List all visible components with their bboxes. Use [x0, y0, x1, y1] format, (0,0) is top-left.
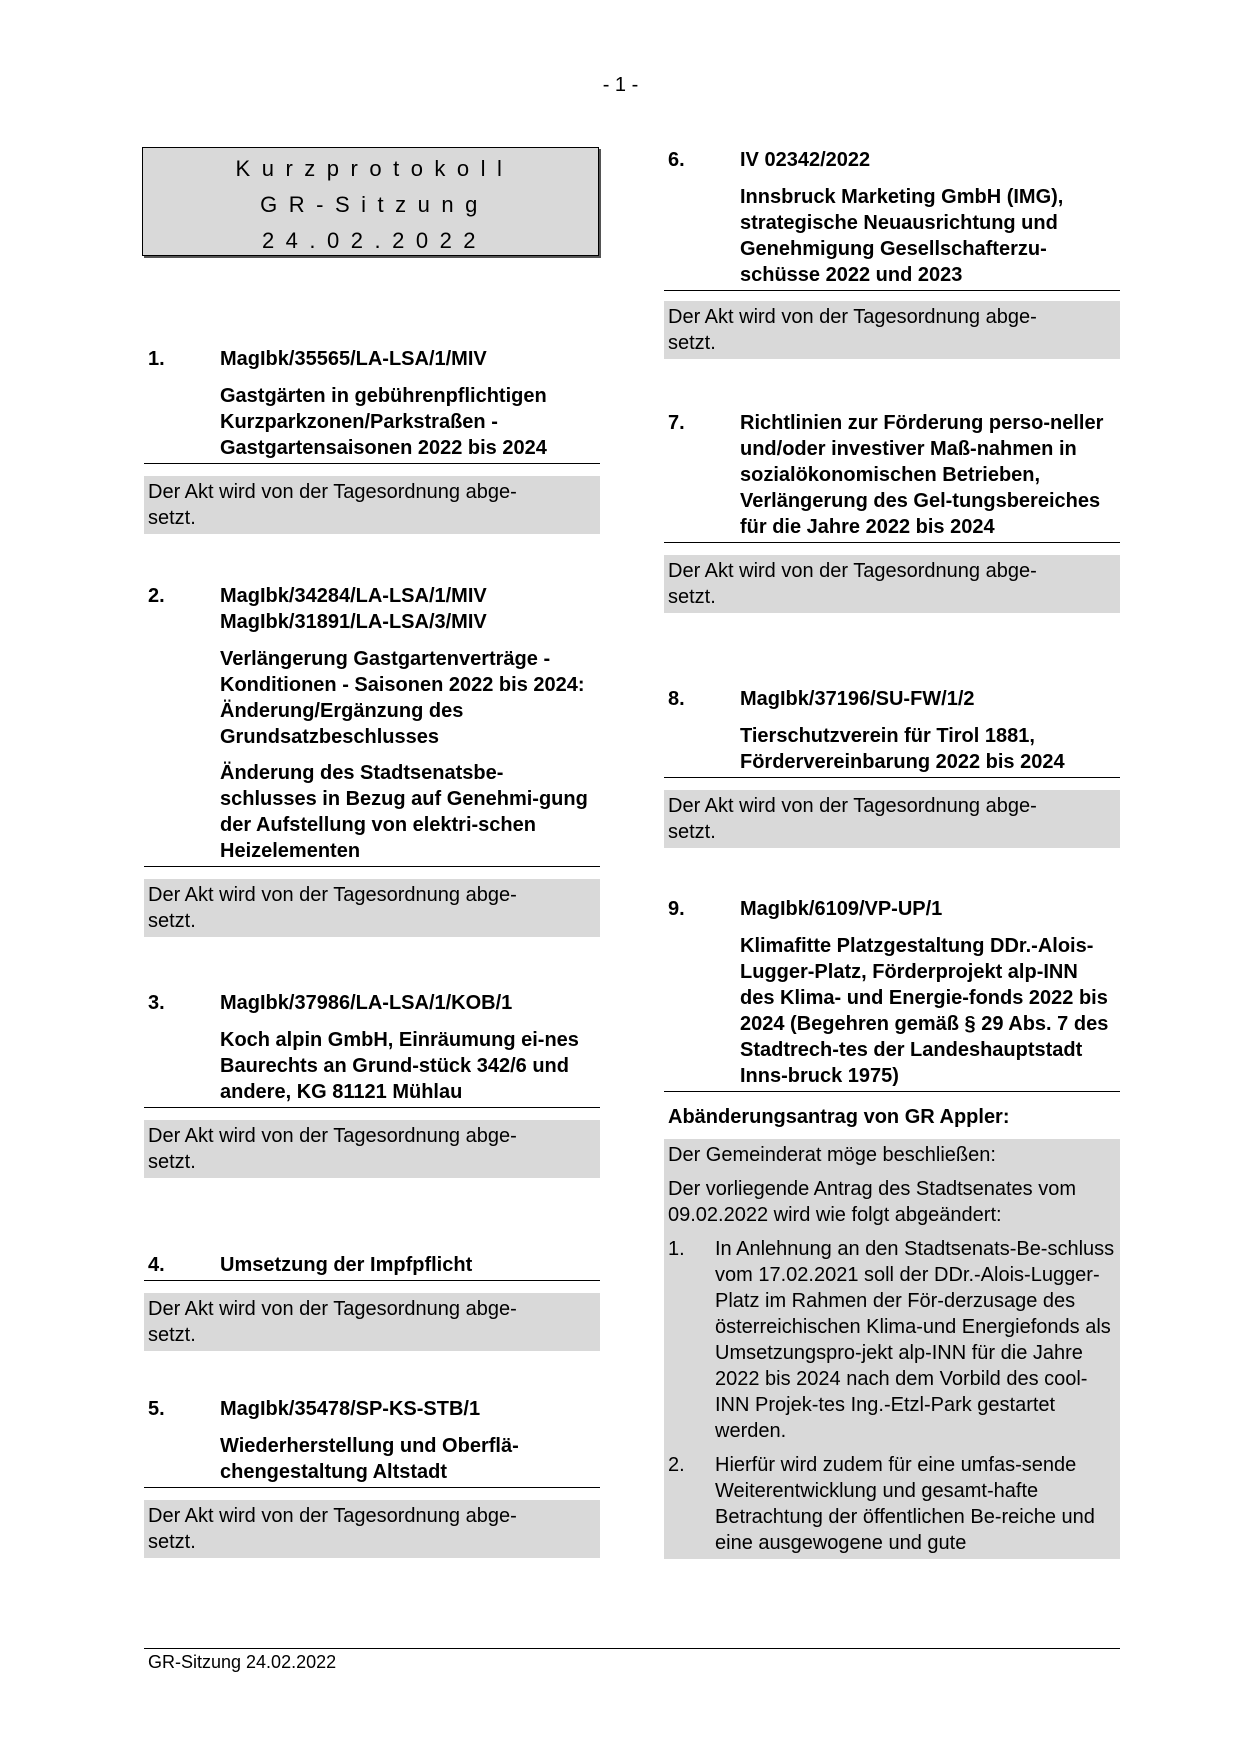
item-title: Gastgärten in gebührenpflichtigen Kurzparkzonen/Parkstraßen - Gastgartensaisonen 2022 bis 2024 [220, 385, 547, 459]
agenda-item-4 [144, 1252, 600, 1351]
item-code-secondary: MagIbk/31891/LA-LSA/3/MIV [220, 611, 487, 633]
item-status: Der Akt wird von der Tagesordnung abge- setzt. [144, 879, 600, 937]
item-title: Richtlinien zur Förderung perso-neller und/oder investiver Maß-nahmen in sozialökonomischen Betrieben, Verlängerung des Gel-tungsbereiches für die Jahre 2022 bis 2024 [740, 412, 1104, 538]
item-divider [144, 463, 600, 464]
item-number: 6. [668, 149, 685, 171]
footer-divider [144, 1648, 1120, 1649]
agenda-item-9 [664, 896, 1120, 1559]
item-number: 9. [668, 898, 685, 920]
agenda-item-7 [664, 410, 1120, 613]
item-number: 7. [668, 412, 685, 434]
agenda-item-2 [144, 583, 600, 937]
item-divider [144, 1280, 600, 1281]
amendment-point [668, 1452, 1116, 1556]
item-number: 1. [148, 348, 165, 370]
amendment-box [664, 1139, 1120, 1559]
item-title: Koch alpin GmbH, Einräumung ei-nes Baurechts an Grund-stück 342/6 und andere, KG 81121 Mühlau [220, 1029, 579, 1103]
item-number: 3. [148, 992, 165, 1014]
item-number: 5. [148, 1398, 165, 1420]
item-code: MagIbk/34284/LA-LSA/1/MIV [220, 585, 487, 607]
item-divider [144, 1107, 600, 1108]
item-title: Verlängerung Gastgartenverträge - Konditionen - Saisonen 2022 bis 2024: Änderung/Ergänzung des Grundsatzbeschlusses [220, 648, 585, 748]
item-title: Klimafitte Platzgestaltung DDr.-Alois-Lugger-Platz, Förderprojekt alp-INN des Klima- und Energie-fonds 2022 bis 2024 (Begehren gemäß § 29 Abs. 7 des Stadtrech-tes der Landeshauptstadt Inns-bruck 1975) [740, 935, 1109, 1087]
protocol-title-box [142, 147, 599, 256]
amendment-intro: Der Gemeinderat möge beschließen: [668, 1144, 996, 1166]
amendment-point-number: 1. [668, 1238, 685, 1260]
session-title: GR-Sitzung [260, 192, 489, 217]
item-subtitle: Änderung des Stadtsenatsbe-schlusses in Bezug auf Genehmi-gung der Aufstellung von elektri-schen Heizelementen [220, 762, 588, 862]
item-divider [664, 777, 1120, 778]
item-status: Der Akt wird von der Tagesordnung abge- setzt. [144, 1293, 600, 1351]
item-status: Der Akt wird von der Tagesordnung abge- setzt. [664, 301, 1120, 359]
item-code: MagIbk/35478/SP-KS-STB/1 [220, 1398, 481, 1420]
item-number: 2. [148, 585, 165, 607]
amendment-statement: Der vorliegende Antrag des Stadtsenates vom 09.02.2022 wird wie folgt abgeändert: [668, 1178, 1077, 1226]
item-divider [144, 866, 600, 867]
item-code: MagIbk/35565/LA-LSA/1/MIV [220, 348, 487, 370]
agenda-item-6 [664, 147, 1120, 359]
item-title: Innsbruck Marketing GmbH (IMG), strategische Neuausrichtung und Genehmigung Gesellschafterzu-schüsse 2022 und 2023 [740, 186, 1064, 286]
footer: GR-Sitzung 24.02.2022 [148, 1652, 337, 1672]
item-title: Tierschutzverein für Tirol 1881, Fördervereinbarung 2022 bis 2024 [740, 725, 1065, 773]
item-code: IV 02342/2022 [740, 149, 871, 171]
amendment-heading: Abänderungsantrag von GR Appler: [668, 1106, 1010, 1128]
session-date: 24.02.2022 [261, 228, 488, 253]
item-title: Wiederherstellung und Oberflä-chengestaltung Altstadt [220, 1435, 519, 1483]
agenda-item-5 [144, 1396, 600, 1558]
item-number: 4. [148, 1254, 165, 1276]
item-status: Der Akt wird von der Tagesordnung abge- setzt. [144, 1120, 600, 1178]
agenda-item-8 [664, 686, 1120, 848]
item-code: MagIbk/37196/SU-FW/1/2 [740, 688, 975, 710]
amendment-point-text: Hierfür wird zudem für eine umfas-sende Weiterentwicklung und gesamt-hafte Betrachtung der öffentlichen Be-reiche und eine ausgewogene und gute [715, 1454, 1095, 1554]
item-status: Der Akt wird von der Tagesordnung abge- setzt. [664, 790, 1120, 848]
protocol-title: Kurzprotokoll [235, 156, 514, 181]
item-status: Der Akt wird von der Tagesordnung abge- setzt. [144, 1500, 600, 1558]
amendment-point-number: 2. [668, 1454, 685, 1476]
item-divider [664, 1091, 1120, 1092]
item-status: Der Akt wird von der Tagesordnung abge- setzt. [664, 555, 1120, 613]
item-code: MagIbk/6109/VP-UP/1 [740, 898, 943, 920]
amendment-point [668, 1236, 1116, 1444]
agenda-item-3 [144, 990, 600, 1178]
item-divider [664, 290, 1120, 291]
item-divider [664, 542, 1120, 543]
item-title: Umsetzung der Impfpflicht [220, 1254, 473, 1276]
item-status: Der Akt wird von der Tagesordnung abge- setzt. [144, 476, 600, 534]
amendment-point-text: In Anlehnung an den Stadtsenats-Be-schluss vom 17.02.2021 soll der DDr.-Alois-Lugger-Platz im Rahmen der För-derzusage des österreichischen Klima-und Energiefonds als Umsetzungspro-jekt alp-INN für die Jahre 2022 bis 2024 nach dem Vorbild des cool-INN Projek-tes Ing.-Etzl-Park gestartet werden. [715, 1238, 1115, 1442]
agenda-item-1 [144, 346, 600, 534]
item-code: MagIbk/37986/LA-LSA/1/KOB/1 [220, 992, 513, 1014]
item-number: 8. [668, 688, 685, 710]
item-divider [144, 1487, 600, 1488]
page-number: - 1 - [602, 74, 639, 96]
